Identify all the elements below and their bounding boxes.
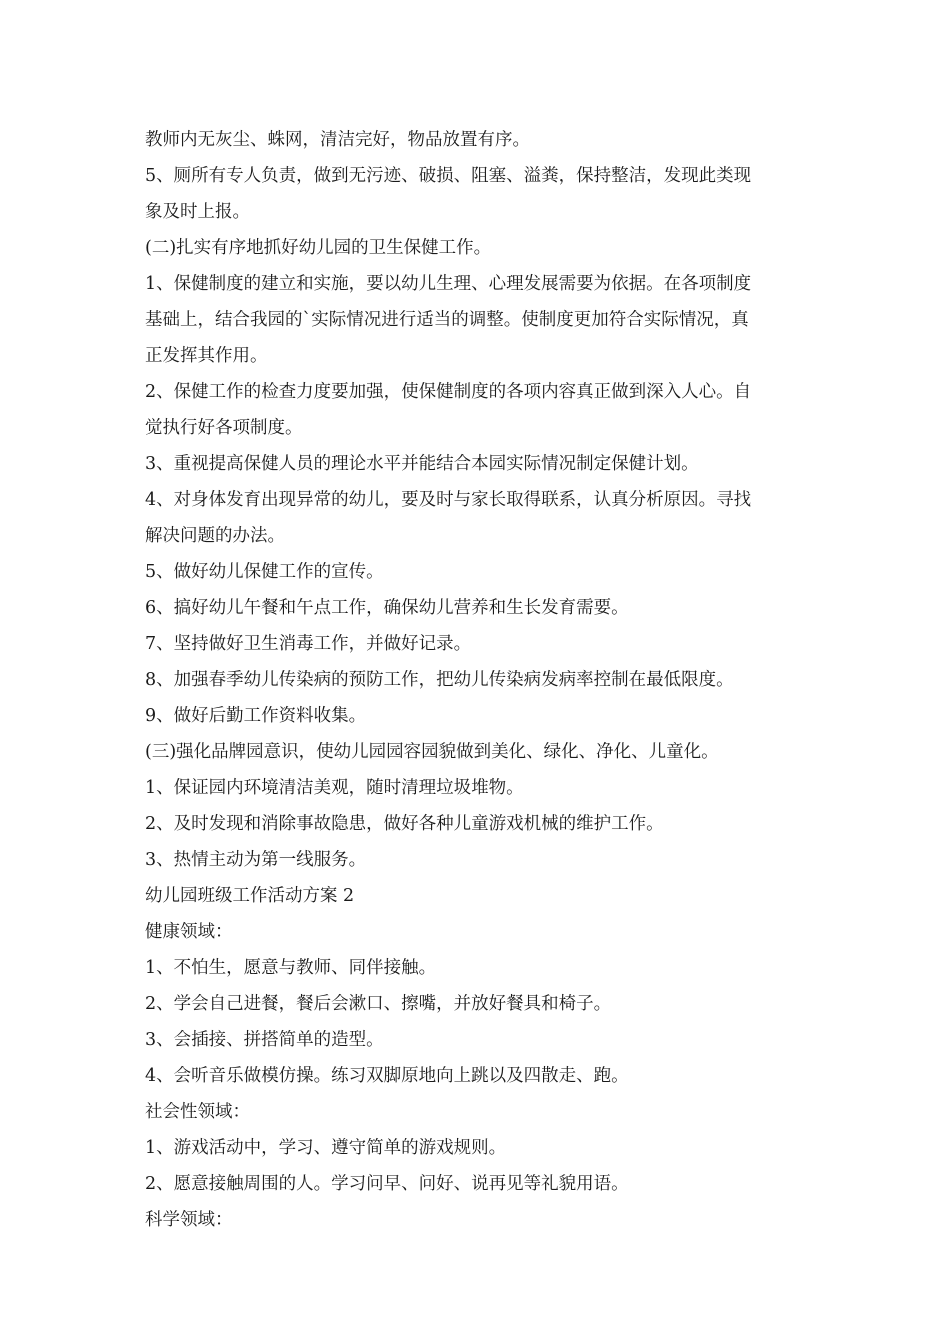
text-line: 6、搞好幼儿午餐和午点工作，确保幼儿营养和生长发育需要。 [145, 598, 629, 618]
text-line: 解决问题的办法。 [145, 526, 285, 546]
document-title: 幼儿园班级工作活动方案 2 [145, 886, 355, 906]
text-line: 5、厕所有专人负责，做到无污迹、破损、阻塞、溢粪，保持整洁，发现此类现 [145, 166, 752, 186]
section-heading: (三)强化品牌园意识，使幼儿园园容园貌做到美化、绿化、净化、儿童化。 [145, 742, 719, 762]
text-line: 8、加强春季幼儿传染病的预防工作，把幼儿传染病发病率控制在最低限度。 [145, 670, 734, 690]
text-line: 1、游戏活动中，学习、遵守简单的游戏规则。 [145, 1138, 507, 1158]
section-heading: (二)扎实有序地抓好幼儿园的卫生保健工作。 [145, 238, 492, 258]
document-body [145, 122, 810, 1238]
text-line: 7、坚持做好卫生消毒工作，并做好记录。 [145, 634, 472, 654]
text-line: 象及时上报。 [145, 202, 250, 222]
text-line: 9、做好后勤工作资料收集。 [145, 706, 367, 726]
text-line: 2、及时发现和消除事故隐患，做好各种儿童游戏机械的维护工作。 [145, 814, 664, 834]
text-line: 3、重视提高保健人员的理论水平并能结合本园实际情况制定保健计划。 [145, 454, 699, 474]
text-line: 3、热情主动为第一线服务。 [145, 850, 367, 870]
domain-heading: 社会性领域： [145, 1102, 250, 1122]
text-line: 2、保健工作的检查力度要加强，使保健制度的各项内容真正做到深入人心。自 [145, 382, 752, 402]
text-line: 正发挥其作用。 [145, 346, 268, 366]
text-line: 5、做好幼儿保健工作的宣传。 [145, 562, 384, 582]
domain-heading: 健康领域： [145, 922, 233, 942]
text-line: 基础上，结合我园的`实际情况进行适当的调整。使制度更加符合实际情况，真 [145, 310, 749, 330]
text-line: 3、会插接、拼搭简单的造型。 [145, 1030, 384, 1050]
text-line: 觉执行好各项制度。 [145, 418, 303, 438]
text-line: 1、保证园内环境清洁美观，随时清理垃圾堆物。 [145, 778, 524, 798]
text-line: 教师内无灰尘、蛛网，清洁完好，物品放置有序。 [145, 130, 530, 150]
text-line: 1、保健制度的建立和实施，要以幼儿生理、心理发展需要为依据。在各项制度 [145, 274, 752, 294]
text-line: 2、学会自己进餐，餐后会漱口、擦嘴，并放好餐具和椅子。 [145, 994, 612, 1014]
text-line: 2、愿意接触周围的人。学习问早、问好、说再见等礼貌用语。 [145, 1174, 629, 1194]
text-line: 4、对身体发育出现异常的幼儿，要及时与家长取得联系，认真分析原因。寻找 [145, 490, 752, 510]
text-line: 1、不怕生，愿意与教师、同伴接触。 [145, 958, 437, 978]
domain-heading: 科学领域： [145, 1210, 233, 1230]
text-line: 4、会听音乐做模仿操。练习双脚原地向上跳以及四散走、跑。 [145, 1066, 629, 1086]
